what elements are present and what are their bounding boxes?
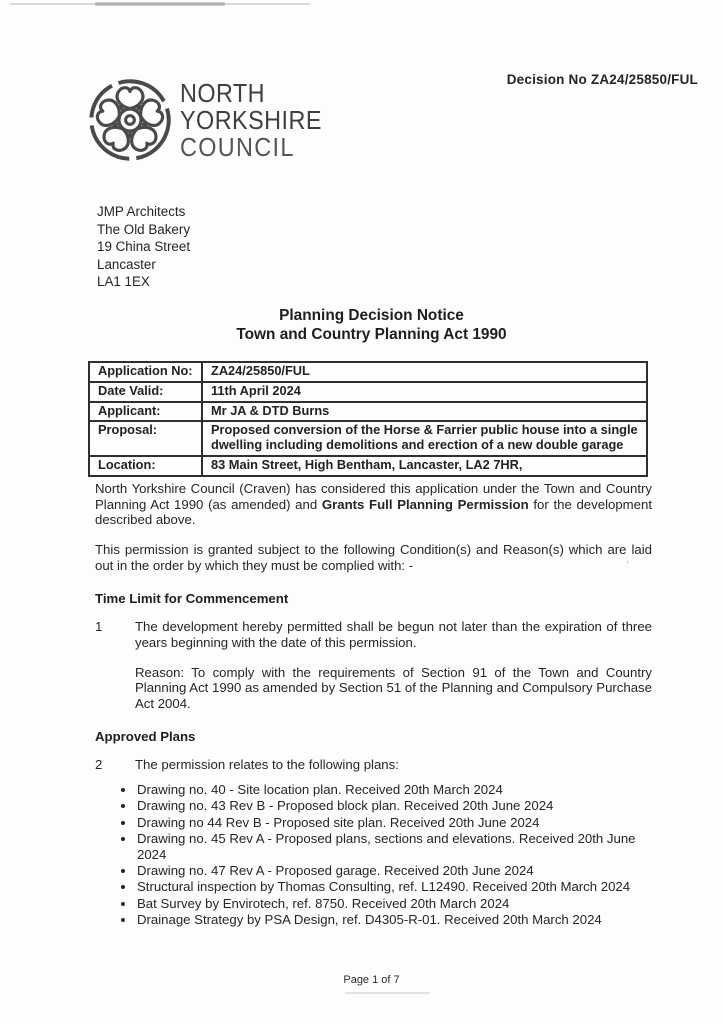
plan-list-item: • Drawing no. 43 Rev B - Proposed block plan. Received 20th June 2024	[136, 798, 652, 814]
grants-permission-text: Grants Full Planning Permission	[321, 496, 529, 512]
plan-list-item: • Bat Survey by Envirotech, ref. 8750. Received 20th March 2024	[136, 896, 652, 912]
row-label: Application No:	[89, 362, 202, 382]
table-row-applicant	[89, 402, 647, 422]
condition-2	[95, 757, 652, 773]
council-logo-wordmark	[180, 80, 322, 161]
recipient-address-line: Lancaster	[97, 256, 156, 272]
row-value: Mr JA & DTD Burns	[202, 402, 647, 422]
row-value: Proposed conversion of the Horse & Farrier public house into a single dwelling including demolitions and erection of a new double garage	[202, 421, 647, 456]
row-value: 11th April 2024	[202, 382, 647, 402]
title-line-2: Town and Country Planning Act 1990	[236, 326, 507, 343]
table-row-proposal	[89, 421, 647, 456]
title-line-1: Planning Decision Notice	[279, 307, 464, 324]
condition-1-reason: Reason: To comply with the requirements of Section 91 of the Town and Country Planning Act 1990 as amended by Section 51 of the Planning and Compulsory Purchase Act 2004.	[135, 664, 652, 712]
plan-list-item: • Drawing no. 45 Rev A - Proposed plans, sections and elevations. Received 20th June 2024	[136, 831, 652, 863]
condition-1	[95, 619, 652, 650]
condition-number: 2	[95, 757, 103, 773]
row-label: Location:	[89, 456, 202, 476]
table-row-application-no	[89, 362, 647, 382]
plan-list-item: • Drawing no 44 Rev B - Proposed site plan. Received 20th June 2024	[136, 815, 652, 831]
recipient-name: JMP Architects	[97, 204, 186, 219]
scan-artifact-bottom	[345, 992, 430, 994]
recipient-address-line: 19 China Street	[97, 239, 191, 255]
plan-list-item: • Drainage Strategy by PSA Design, ref. D4305-R-01. Received 20th March 2024	[136, 912, 652, 928]
plan-list-item: • Drawing no. 47 Rev A - Proposed garage. Received 20th June 2024	[136, 863, 652, 879]
yorkshire-rose-icon	[86, 74, 174, 166]
notice-body	[95, 481, 652, 928]
row-label: Proposal:	[89, 421, 202, 456]
recipient-address-line: The Old Bakery	[97, 221, 191, 237]
approved-plans-list	[95, 782, 652, 928]
logo-line-yorkshire: YORKSHIRE	[180, 105, 322, 135]
section-heading-time-limit: Time Limit for Commencement	[95, 590, 289, 606]
council-logo	[86, 74, 338, 166]
table-row-date-valid	[89, 382, 647, 402]
page-number: Page 1 of 7	[343, 974, 400, 986]
document-title	[95, 306, 648, 344]
conditions-intro-paragraph: This permission is granted subject to the following Condition(s) and Reason(s) which are laid out in the order by which they must be complied with: -	[95, 542, 652, 573]
row-value: 83 Main Street, High Bentham, Lancaster, LA2 7HR,	[202, 456, 647, 476]
table-row-location	[89, 456, 647, 476]
decision-number: Decision No ZA24/25850/FUL	[506, 72, 698, 87]
plan-list-item: • Drawing no. 40 - Site location plan. Received 20th March 2024	[136, 782, 652, 798]
decision-paragraph-pre: North Yorkshire Council (Craven) has considered this application under the Town and Country Planning Act 1990 (as amended) and	[95, 481, 652, 512]
plan-list-item: • Structural inspection by Thomas Consulting, ref. L12490. Received 20th March 2024	[136, 879, 652, 895]
logo-line-council: COUNCIL	[180, 132, 295, 162]
condition-text: The permission relates to the following plans:	[135, 757, 399, 773]
recipient-address	[97, 203, 190, 291]
recipient-postcode: LA1 1EX	[97, 274, 150, 290]
logo-line-north: NORTH	[180, 78, 266, 108]
condition-number: 1	[95, 619, 103, 635]
scan-artifact-mark: ’	[626, 558, 629, 573]
row-value: ZA24/25850/FUL	[202, 362, 647, 382]
row-label: Applicant:	[89, 402, 202, 422]
application-details-table	[88, 361, 648, 477]
condition-text: The development hereby permitted shall be begun not later than the expiration of three years beginning with the date of this permission.	[135, 619, 652, 650]
row-label: Date Valid:	[89, 382, 202, 402]
decision-paragraph	[95, 481, 652, 528]
section-heading-approved-plans: Approved Plans	[95, 728, 196, 744]
scan-artifact-top-dark	[95, 2, 225, 6]
decision-paragraph-post: for the development described above.	[95, 496, 652, 528]
